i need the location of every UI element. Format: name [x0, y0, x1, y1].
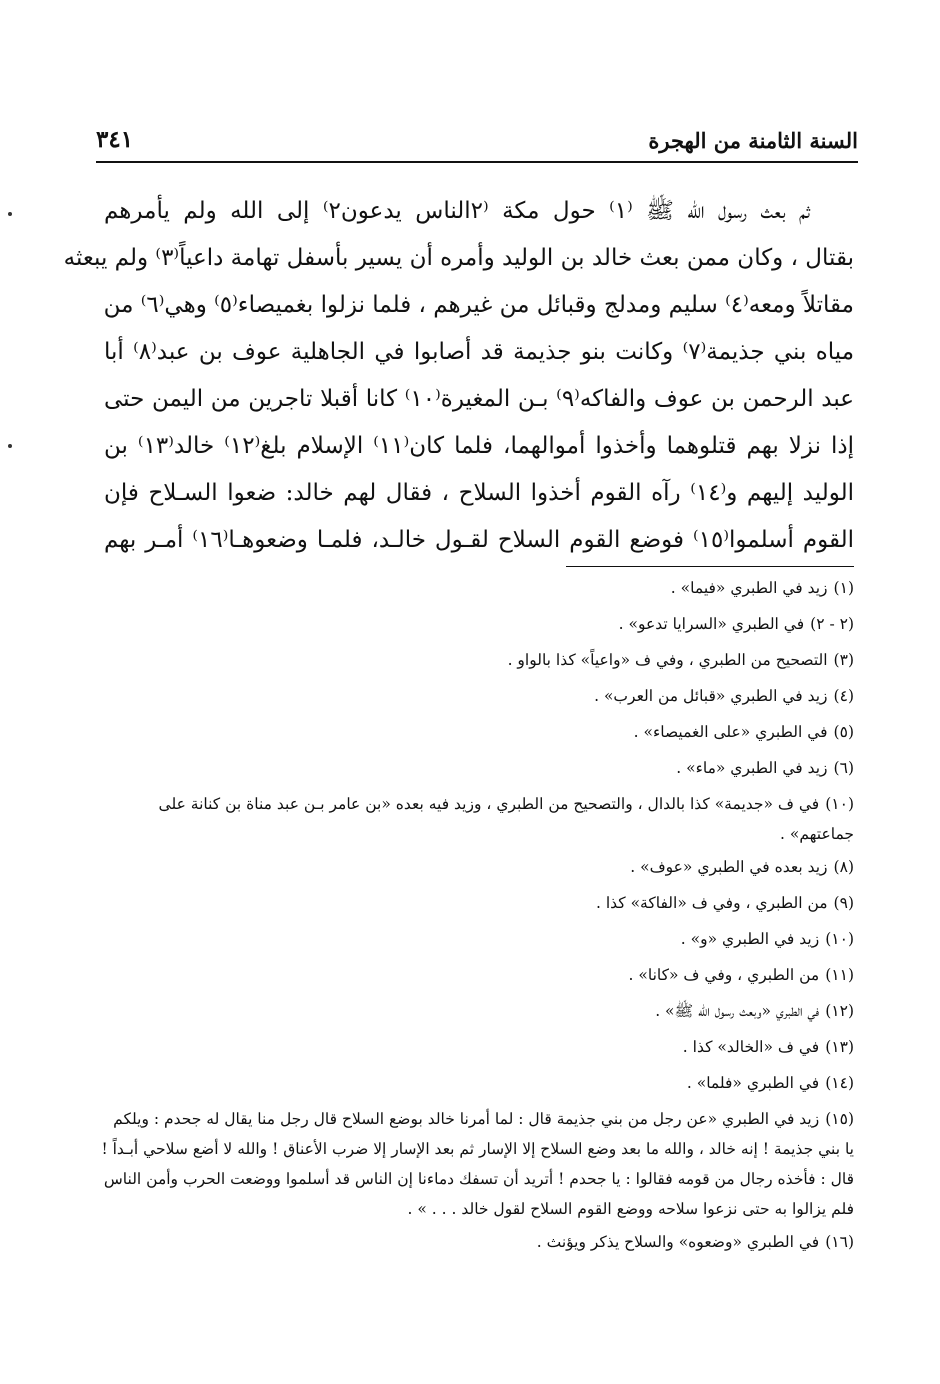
footnote [100, 1029, 854, 1065]
text-line: مقاتلاً ومعه⁽٤⁾ سليم ومدلج وقبائل من غيرهم ، فلما نزلوا بغميصاء⁽٥⁾ وهي⁽٦⁾ من [103, 292, 854, 318]
footnote [100, 1224, 854, 1260]
header-rule [96, 161, 858, 163]
text-line: مياه بني جذيمة⁽٧⁾ وكانت بنو جذيمة قد أصابوا في الجاهلية عوف بن عبد⁽٨⁾ أبا [104, 339, 855, 365]
footnote [100, 642, 854, 678]
footnote-label: (١٦) [825, 1233, 854, 1251]
footnote [100, 1065, 854, 1101]
footnote [100, 885, 854, 921]
footnote [100, 570, 854, 606]
text-line: الوليد إليهم و⁽١٤⁾ رآه القوم أخذوا السلاح ، فقال لهم خالد: ضعوا السـلاح فإن [104, 480, 854, 506]
footnote [100, 750, 854, 786]
footnote-text: زيد في الطبري «عن رجل من بني جذيمة قال : لما أمرنا خالد بوضع السلاح قال رجل منا يقال له جحدم : ويلكم يا بني جذيمة ! إنه خالد ، والله ما بعد وضع السلاح إلا الإسار ثم بعد الإسار إلا ضرب الأعناق ! والله لا أضع سلاحي أبـداً ! قال : فأخذه رجال من قومه فقالوا : يا جحدم ! أتريد أن تسفك دماءنا إن الناس قد أسلموا ووضعت الحرب وأمن الناس فلم يزالوا به حتى نزعوا سلاحه ووضع القوم السلاح لقول خالد . . . » . [101, 1110, 854, 1218]
footnote-label: (٦) [833, 759, 854, 777]
footnote-label: (١١) [825, 966, 854, 984]
footnote-label: (٩) [833, 894, 854, 912]
footnote-text: في الطبري «فلما» . [686, 1074, 820, 1092]
main-text [63, 188, 855, 564]
footnote-label: (١) [833, 579, 854, 597]
footnote [100, 921, 854, 957]
text-line: إذا نزلا بهم قتلوهما وأخذوا أموالهما، فلما كان⁽١١⁾ الإسلام بلغ⁽١٢⁾ خالد⁽١٣⁾ بن [104, 433, 855, 459]
footnote-text: زيد في الطبري «ماء» . [676, 759, 828, 777]
scan-mark [8, 212, 12, 216]
text-line: بقتال ، وكان ممن بعث خالد بن الوليد وأمره أن يسير بأسفل تهامة داعياً⁽٣⁾ ولم يبعثه [63, 245, 854, 271]
footnote-label: (٤) [833, 687, 854, 705]
footnote-text: زيد بعده في الطبري «عوف» . [630, 858, 828, 876]
footnote-text: في الطبري «السرايا تدعو» . [618, 615, 805, 633]
footnote [100, 993, 854, 1029]
footnote [100, 1101, 854, 1224]
footnote-label: (١٠) [825, 795, 854, 813]
footnote-text: في الطبري «وبعث رسول الله ﷺ» . [655, 1002, 820, 1020]
footnote-label: (٣) [833, 651, 854, 669]
footnote-text: في ف «جديمة» كذا بالدال ، والتصحيح من الطبري ، وزيد فيه بعده «بن عامر بـن عبد مناة بن كنانة على جماعتهم» . [158, 795, 854, 843]
footnote-label: (٥) [833, 723, 854, 741]
footnote-text: التصحيح من الطبري ، وفي ف «واعياً» كذا بالواو . [507, 651, 828, 669]
scan-mark [8, 444, 12, 448]
footnote-text: زيد في الطبري «و» . [680, 930, 820, 948]
footnote-label: (٢ - ٢) [810, 615, 854, 633]
footnote-text: في الطبري «وضعوه» والسلاح يذكر ويؤنث . [536, 1233, 820, 1251]
footnote [100, 714, 854, 750]
footnote-text: زيد في الطبري «فيما» . [670, 579, 828, 597]
page-number: ٣٤١ [96, 126, 134, 153]
footnote-text: في ف «الخالد» كذا . [682, 1038, 820, 1056]
running-title: السنة الثامنة من الهجرة [648, 128, 858, 153]
footnote-label: (١٠) [825, 930, 854, 948]
footnote [100, 786, 854, 849]
page-header [96, 124, 858, 160]
footnote-label: (١٤) [825, 1074, 854, 1092]
footnote-separator [566, 566, 854, 567]
footnote-label: (١٣) [825, 1038, 854, 1056]
footnote-text: زيد في الطبري «قبائل من العرب» . [594, 687, 828, 705]
footnote [100, 678, 854, 714]
footnote [100, 957, 854, 993]
footnote [100, 606, 854, 642]
text-line: القوم أسلموا⁽١٥⁾ فوضع القوم السلاح لقـول خالـد، فلمـا وضعوهـا⁽١٦⁾ أمـر بهم [104, 527, 854, 553]
text-line: ثم بعث رسول الله ﷺ ⁽١⁾ حول مكة ⁽٢الناس يدعون٢⁾ إلى الله ولم يأمرهم [104, 198, 810, 224]
footnote-label: (٨) [833, 858, 854, 876]
text-line: عبد الرحمن بن عوف والفاكه⁽٩⁾ بـن المغيرة⁽١٠⁾ كانا أقبلا تاجرين من اليمن حتى [104, 386, 854, 412]
footnote-text: من الطبري ، وفي ف «الفاكة» كذا . [595, 894, 828, 912]
footnote [100, 849, 854, 885]
footnotes [100, 570, 854, 1260]
footnote-label: (١٢) [825, 1002, 854, 1020]
footnote-text: في الطبري «على الغميصاء» . [633, 723, 828, 741]
footnote-text: من الطبري ، وفي ف «كانا» . [628, 966, 820, 984]
footnote-label: (١٥) [825, 1110, 854, 1128]
